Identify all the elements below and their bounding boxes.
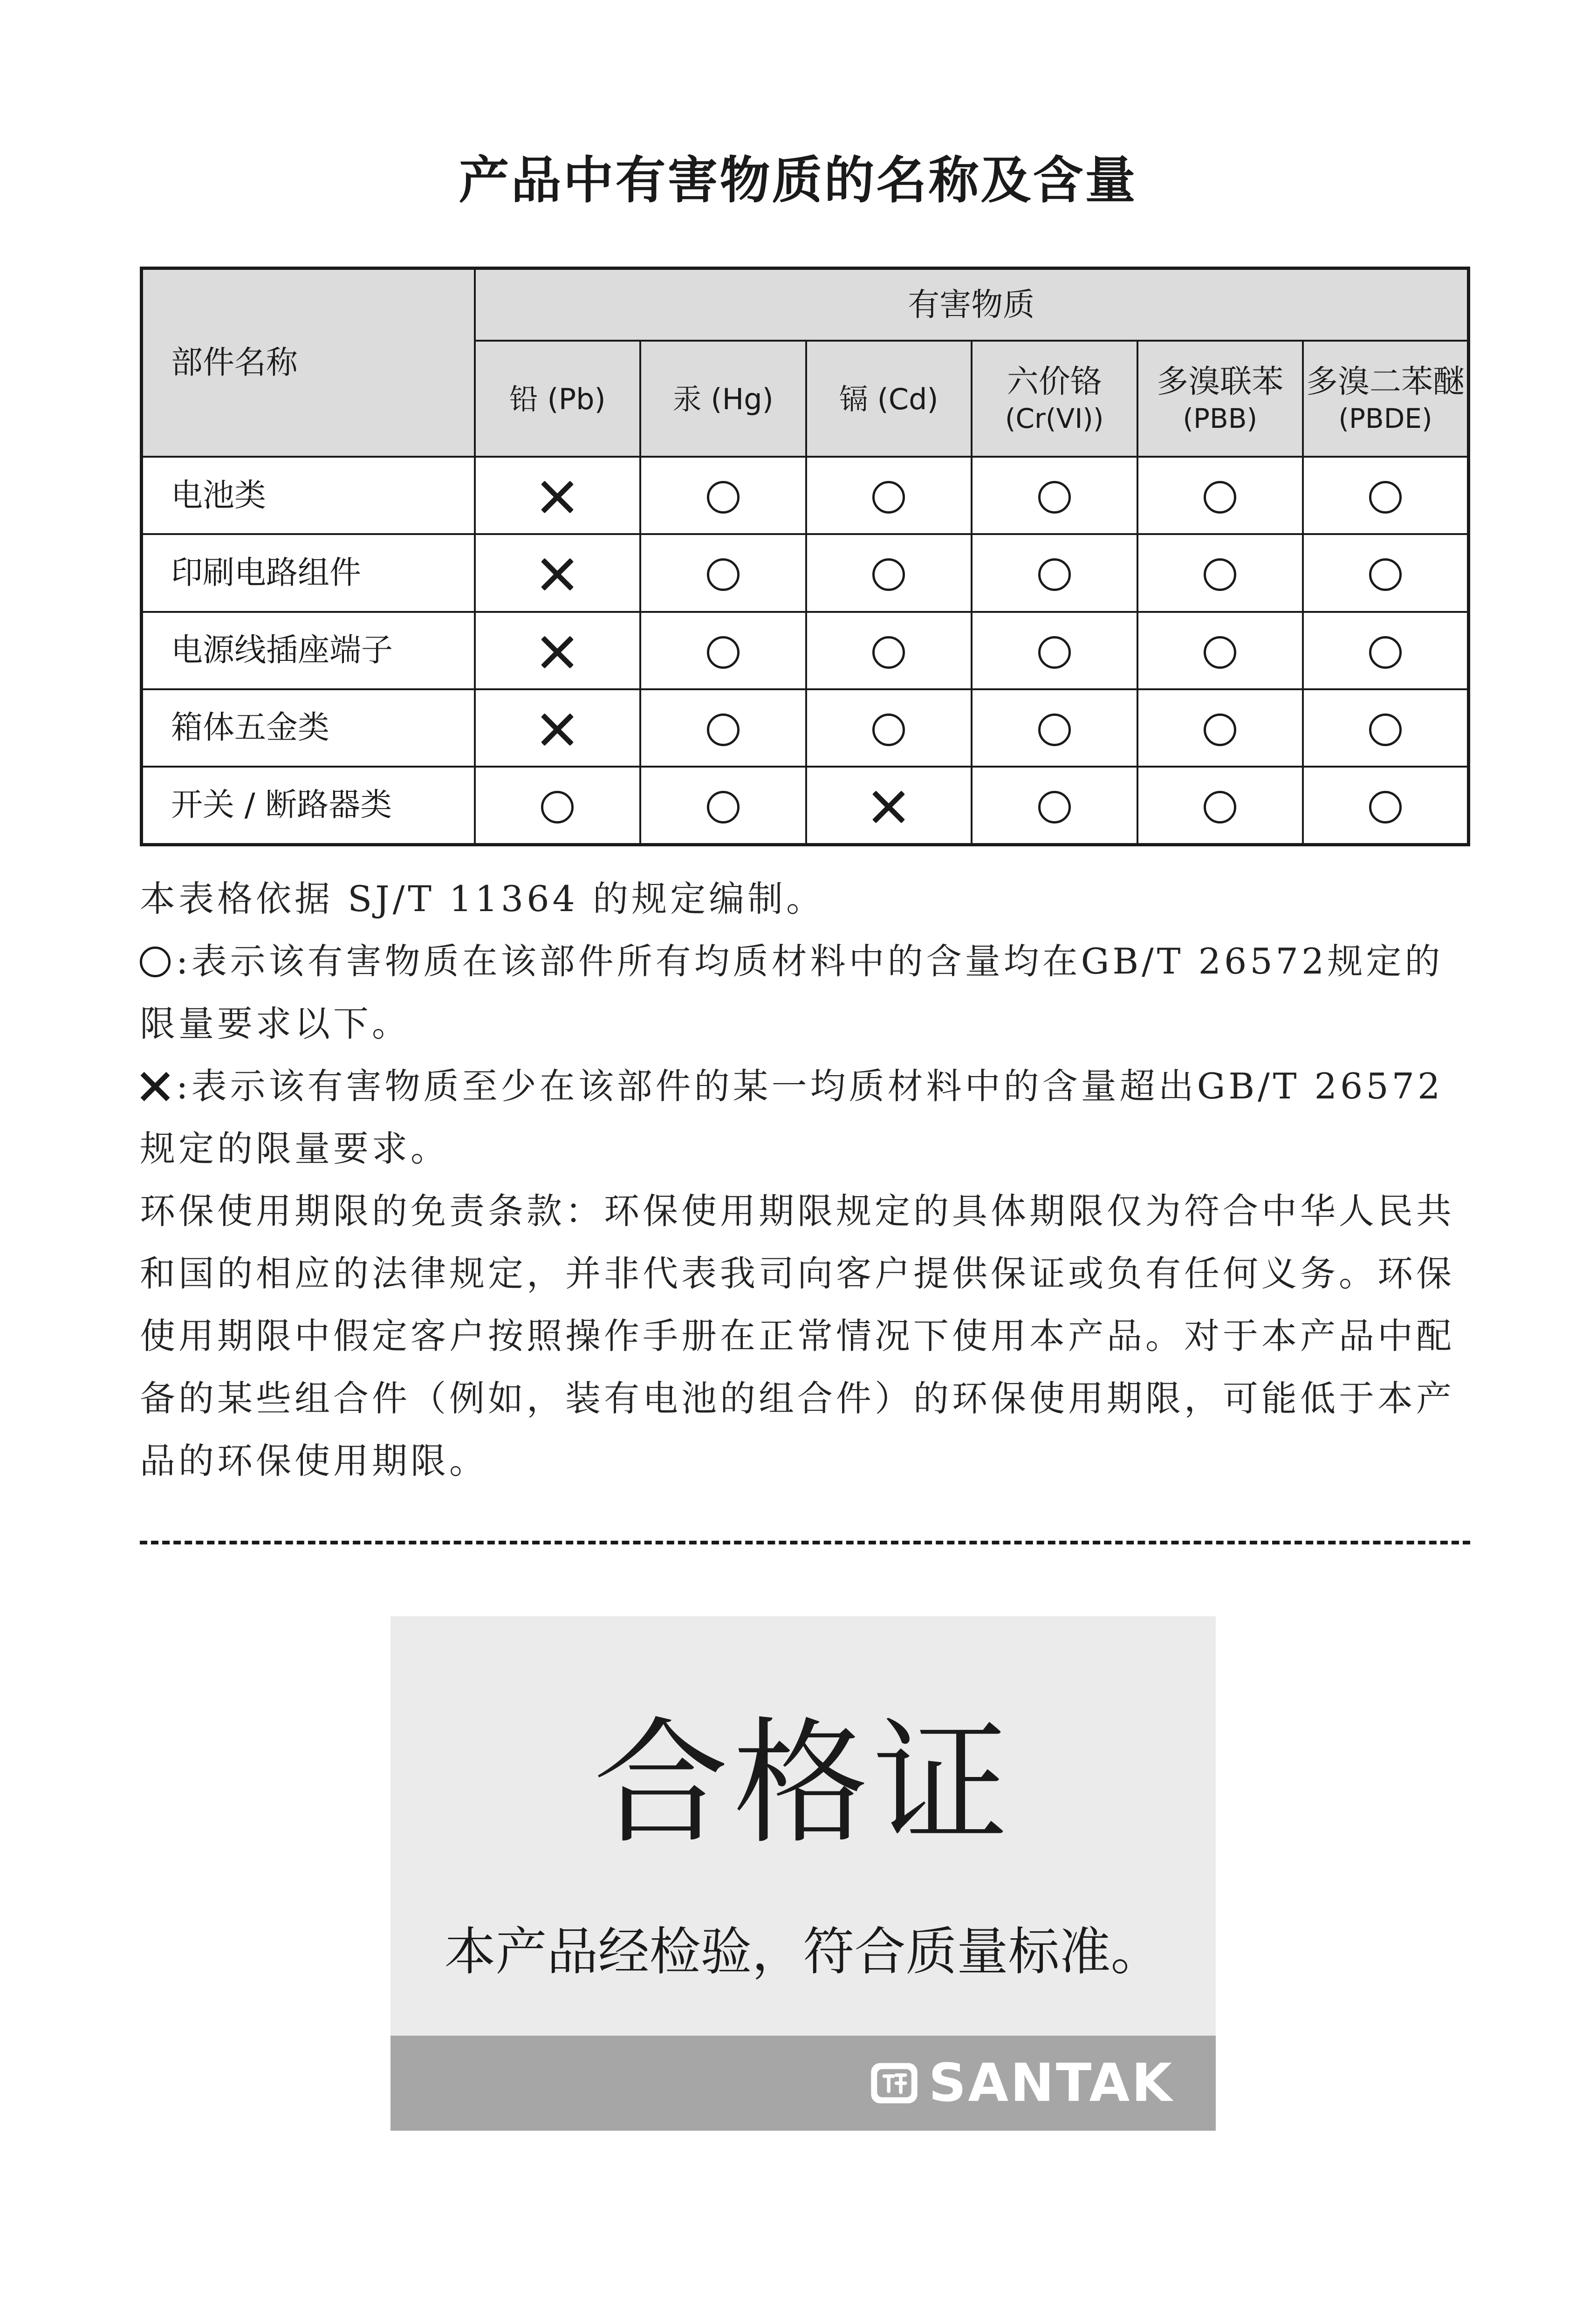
substance-formula: (PBB) — [1183, 402, 1258, 434]
mark-cell — [1303, 767, 1469, 845]
substance-name: 多溴联苯 — [1157, 363, 1284, 400]
substance-header-pbde — [1303, 341, 1469, 457]
table-body — [142, 457, 1469, 844]
circle-mark-icon — [872, 558, 905, 591]
mark-cell — [806, 534, 972, 611]
mark-cell — [972, 534, 1137, 611]
circle-mark-icon — [1369, 558, 1402, 591]
mark-cell — [1137, 534, 1303, 611]
circle-mark-icon — [707, 558, 740, 591]
hazardous-substances-table — [140, 267, 1470, 846]
part-name-header: 部件名称 — [142, 268, 475, 457]
notes-section — [140, 868, 1470, 1492]
mark-cell — [1303, 457, 1469, 534]
mark-cell — [806, 767, 972, 845]
circle-mark-icon — [707, 713, 740, 746]
mark-cell — [475, 457, 641, 534]
circle-mark-icon — [872, 713, 905, 746]
mark-cell — [1303, 534, 1469, 611]
circle-mark-icon — [1369, 713, 1402, 746]
cross-mark-icon — [871, 789, 906, 825]
substance-formula: (PBDE) — [1338, 402, 1432, 434]
certificate-brand-bar — [390, 2036, 1216, 2131]
certificate-title: 合格证 — [593, 1705, 1013, 1862]
part-name-cell: 电源线插座端子 — [142, 612, 475, 689]
santak-logo — [869, 2053, 1174, 2113]
mark-cell — [475, 767, 641, 845]
cross-mark-icon — [540, 557, 575, 592]
santak-logo-icon — [869, 2058, 919, 2108]
mark-cell — [972, 612, 1137, 689]
note-circle — [140, 930, 1470, 1055]
cross-mark-icon — [540, 480, 575, 515]
table-row — [142, 612, 1469, 689]
cross-symbol-icon — [140, 1071, 171, 1102]
circle-mark-icon — [1204, 791, 1236, 823]
circle-symbol-icon — [140, 947, 171, 977]
mark-cell — [640, 612, 806, 689]
cross-mark-icon — [540, 712, 575, 748]
page-title: 产品中有害物质的名称及含量 — [459, 151, 1137, 210]
part-name-cell: 印刷电路组件 — [142, 534, 475, 611]
mark-cell — [806, 689, 972, 767]
circle-mark-icon — [1038, 791, 1071, 823]
circle-mark-icon — [707, 481, 740, 514]
note-circle-text: :表示该有害物质在该部件所有均质材料中的含量均在GB/T 26572规定的限量要求以下。 — [140, 940, 1444, 1044]
part-name-cell: 电池类 — [142, 457, 475, 534]
brand-name: SANTAK — [928, 2053, 1174, 2113]
substance-header-crvi — [972, 341, 1137, 457]
circle-mark-icon — [1369, 636, 1402, 669]
mark-cell — [1303, 612, 1469, 689]
note-basis: 本表格依据 SJ/T 11364 的规定编制。 — [140, 878, 825, 919]
circle-mark-icon — [707, 791, 740, 823]
substance-name: 多溴二苯醚 — [1306, 363, 1465, 400]
circle-mark-icon — [1204, 481, 1236, 514]
cut-line-divider — [140, 1541, 1470, 1544]
mark-cell — [806, 457, 972, 534]
mark-cell — [1137, 767, 1303, 845]
circle-mark-icon — [541, 791, 574, 823]
mark-cell — [972, 457, 1137, 534]
note-cross-text: :表示该有害物质至少在该部件的某一均质材料中的含量超出GB/T 26572规定的限量要求。 — [140, 1065, 1444, 1169]
mark-cell — [640, 689, 806, 767]
part-name-cell: 开关 / 断路器类 — [142, 767, 475, 845]
circle-mark-icon — [1369, 791, 1402, 823]
circle-mark-icon — [707, 636, 740, 669]
table-header-row — [142, 268, 1469, 341]
substance-header-pb — [475, 341, 641, 457]
mark-cell — [1137, 689, 1303, 767]
part-name-cell: 箱体五金类 — [142, 689, 475, 767]
circle-mark-icon — [1204, 713, 1236, 746]
table-row — [142, 689, 1469, 767]
substance-name: 铅 (Pb) — [509, 382, 606, 417]
circle-mark-icon — [1038, 713, 1071, 746]
certificate-subtitle: 本产品经检验，符合质量标准。 — [444, 1922, 1162, 1982]
certificate-card — [390, 1616, 1216, 2131]
table-row — [142, 534, 1469, 611]
circle-mark-icon — [1038, 481, 1071, 514]
circle-mark-icon — [1038, 636, 1071, 669]
mark-cell — [640, 767, 806, 845]
circle-mark-icon — [872, 481, 905, 514]
note-disclaimer: 环保使用期限的免责条款：环保使用期限规定的具体期限仅为符合中华人民共和国的相应的法律规定，并非代表我司向客户提供保证或负有任何义务。环保使用期限中假定客户按照操作手册在正常情况下使用本产品。对于本产品中配备的某些组合件（例如，装有电池的组合件）的环保使用期限，可能低于本产品的环保使用期限。 — [140, 1190, 1455, 1482]
circle-mark-icon — [1204, 558, 1236, 591]
circle-mark-icon — [872, 636, 905, 669]
mark-cell — [972, 767, 1137, 845]
mark-cell — [640, 457, 806, 534]
substance-group-header: 有害物质 — [475, 268, 1469, 341]
mark-cell — [1303, 689, 1469, 767]
mark-cell — [640, 534, 806, 611]
mark-cell — [475, 612, 641, 689]
substance-name: 六价铬 — [1007, 363, 1102, 400]
mark-cell — [475, 689, 641, 767]
substance-header-pbb — [1137, 341, 1303, 457]
substance-name: 汞 (Hg) — [672, 382, 774, 417]
mark-cell — [475, 534, 641, 611]
mark-cell — [972, 689, 1137, 767]
table-row — [142, 457, 1469, 534]
mark-cell — [806, 612, 972, 689]
circle-mark-icon — [1204, 636, 1236, 669]
substance-header-cd — [806, 341, 972, 457]
substance-name: 镉 (Cd) — [839, 382, 938, 417]
substance-header-hg — [640, 341, 806, 457]
substance-formula: (Cr(VI)) — [1005, 402, 1104, 434]
mark-cell — [1137, 457, 1303, 534]
mark-cell — [1137, 612, 1303, 689]
table-row — [142, 767, 1469, 845]
circle-mark-icon — [1369, 481, 1402, 514]
cross-mark-icon — [540, 635, 575, 670]
circle-mark-icon — [1038, 558, 1071, 591]
note-cross — [140, 1055, 1470, 1180]
